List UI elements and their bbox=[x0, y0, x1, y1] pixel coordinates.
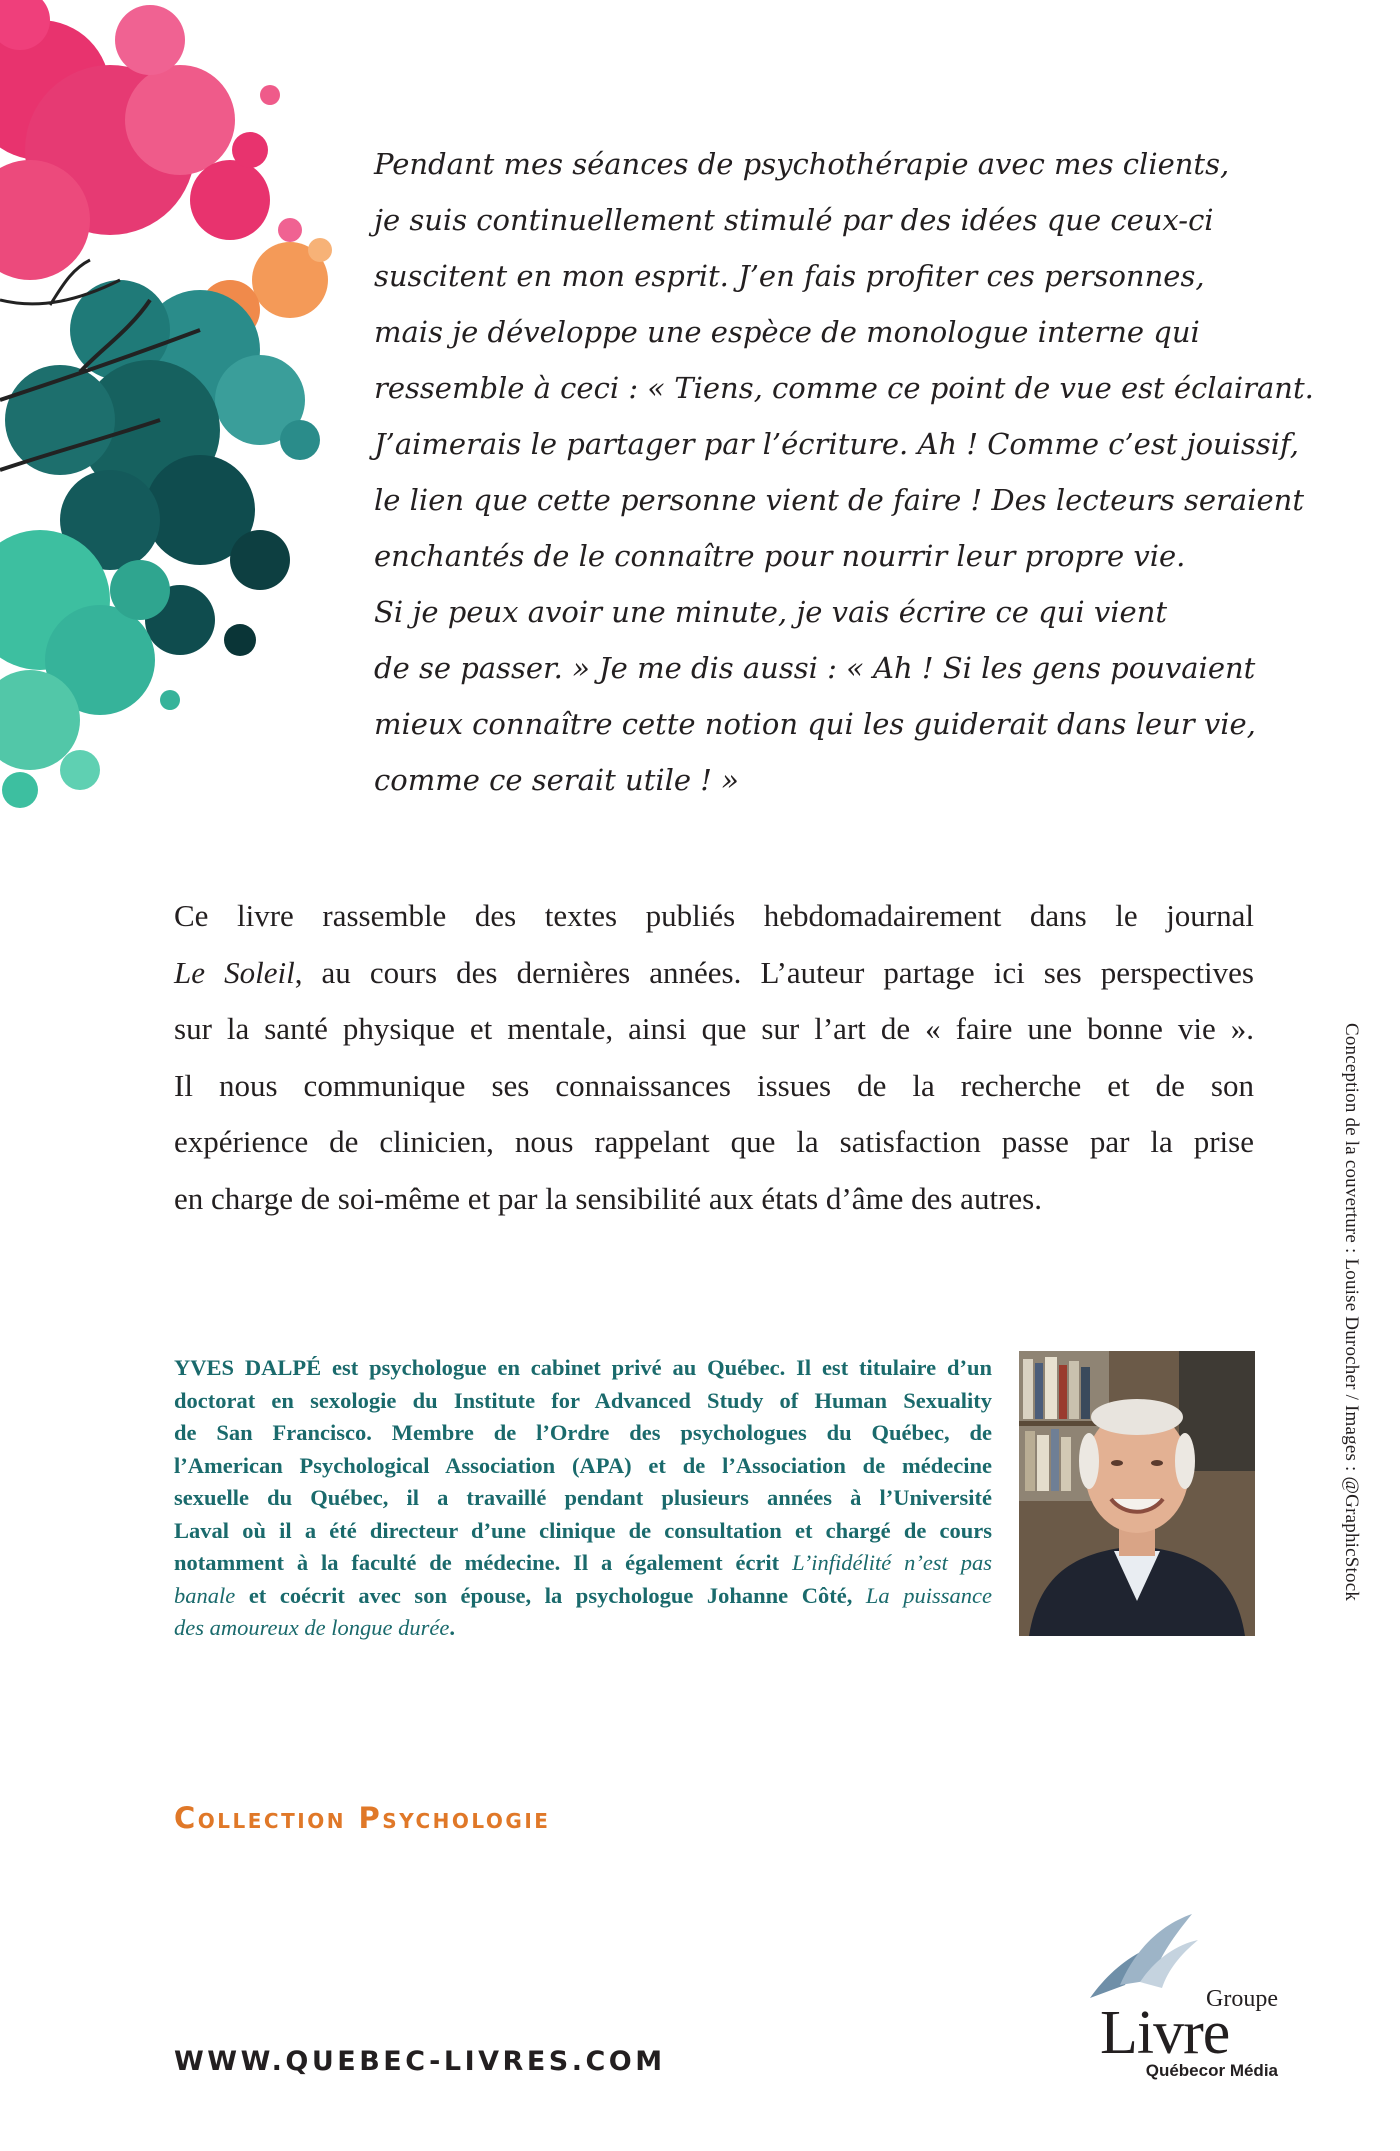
book-title: La puissance bbox=[865, 1582, 992, 1608]
logo-groupe: Groupe bbox=[1206, 1986, 1278, 2012]
book-description bbox=[174, 888, 1254, 1227]
cover-credits bbox=[1334, 982, 1368, 1642]
author-bio bbox=[174, 1352, 992, 1645]
description-line: Ce livre rassemble des textes publiés hebdomadairement dans le journal bbox=[174, 898, 1254, 933]
collection-name: Collection Psychologie bbox=[174, 1801, 551, 1835]
author-quote bbox=[374, 136, 1314, 808]
quote-line: le lien que cette personne vient de faire ! Des lecteurs seraient bbox=[374, 483, 1304, 517]
book-title: L’infidélité n’est pas bbox=[792, 1550, 992, 1575]
bio-line: de San Francisco. Membre de l’Ordre des psychologues du Québec, de bbox=[174, 1420, 992, 1445]
quote-line: comme ce serait utile ! » bbox=[374, 763, 739, 797]
bio-text: et coécrit avec son épouse, la psychologue Johanne Côté, bbox=[235, 1582, 866, 1608]
logo-livre: Livre bbox=[1100, 1999, 1230, 2067]
bio-text: notamment à la faculté de médecine. Il a également écrit bbox=[174, 1550, 793, 1575]
bio-line: l’American Psychological Association (APA) et de l’Association de médecine bbox=[174, 1452, 992, 1478]
bio-line: doctorat en sexologie du Institute for Advanced Study of Human Sexuality bbox=[174, 1387, 992, 1413]
bio-line: sexuelle du Québec, il a travaillé pendant plusieurs années à l’Université bbox=[174, 1485, 992, 1510]
description-line: sur la santé physique et mentale, ainsi que sur l’art de « faire une bonne vie ». bbox=[174, 1011, 1254, 1046]
book-title: des amoureux de longue durée bbox=[174, 1615, 450, 1640]
quote-line: J’aimerais le partager par l’écriture. Ah ! Comme c’est jouissif, bbox=[374, 427, 1299, 461]
bio-line bbox=[174, 1580, 992, 1613]
publisher-logo bbox=[1060, 1910, 1280, 2080]
quote-line: Pendant mes séances de psychothérapie avec mes clients, bbox=[374, 147, 1230, 181]
quote-line: mais je développe une espèce de monologue interne qui bbox=[374, 315, 1200, 349]
newspaper-title: Le Soleil bbox=[174, 954, 295, 990]
bio-line: Laval où il a été directeur d’une clinique de consultation et chargé de cours bbox=[174, 1517, 992, 1543]
quote-line: enchantés de le connaître pour nourrir leur propre vie. bbox=[374, 539, 1186, 573]
bio-text: . bbox=[449, 1615, 455, 1640]
paint-splash-illustration bbox=[0, 0, 360, 820]
bio-line: YVES DALPÉ est psychologue en cabinet privé au Québec. Il est titulaire d’un bbox=[174, 1355, 992, 1380]
credits-text: Conception de la couverture : Louise Durocher / Images : @GraphicStock bbox=[1341, 1022, 1362, 1602]
quote-line: suscitent en mon esprit. J’en fais profiter ces personnes, bbox=[374, 259, 1205, 293]
book-title: banale bbox=[174, 1582, 236, 1608]
quote-line: ressemble à ceci : « Tiens, comme ce point de vue est éclairant. bbox=[374, 371, 1314, 405]
author-photo bbox=[1019, 1351, 1255, 1636]
bio-line bbox=[174, 1612, 992, 1645]
bio-line bbox=[174, 1547, 992, 1580]
logo-subtitle: Québecor Média bbox=[1145, 2061, 1278, 2080]
quote-line: je suis continuellement stimulé par des idées que ceux-ci bbox=[374, 203, 1214, 237]
description-line: Il nous communique ses connaissances issues de la recherche et de son bbox=[174, 1067, 1254, 1103]
bird-icon bbox=[1080, 1910, 1200, 2000]
description-line: en charge de soi-même et par la sensibilité aux états d’âme des autres. bbox=[174, 1180, 1042, 1216]
description-line bbox=[174, 945, 1254, 1002]
quote-line: mieux connaître cette notion qui les guiderait dans leur vie, bbox=[374, 707, 1256, 741]
description-text: , au cours des dernières années. L’auteur partage ici ses perspectives bbox=[294, 954, 1254, 990]
quote-line: de se passer. » Je me dis aussi : « Ah ! Si les gens pouvaient bbox=[374, 651, 1256, 685]
quote-line: Si je peux avoir une minute, je vais écrire ce qui vient bbox=[374, 595, 1168, 629]
publisher-website: WWW.QUEBEC-LIVRES.COM bbox=[174, 2046, 666, 2077]
description-line: expérience de clinicien, nous rappelant que la satisfaction passe par la prise bbox=[174, 1124, 1254, 1159]
